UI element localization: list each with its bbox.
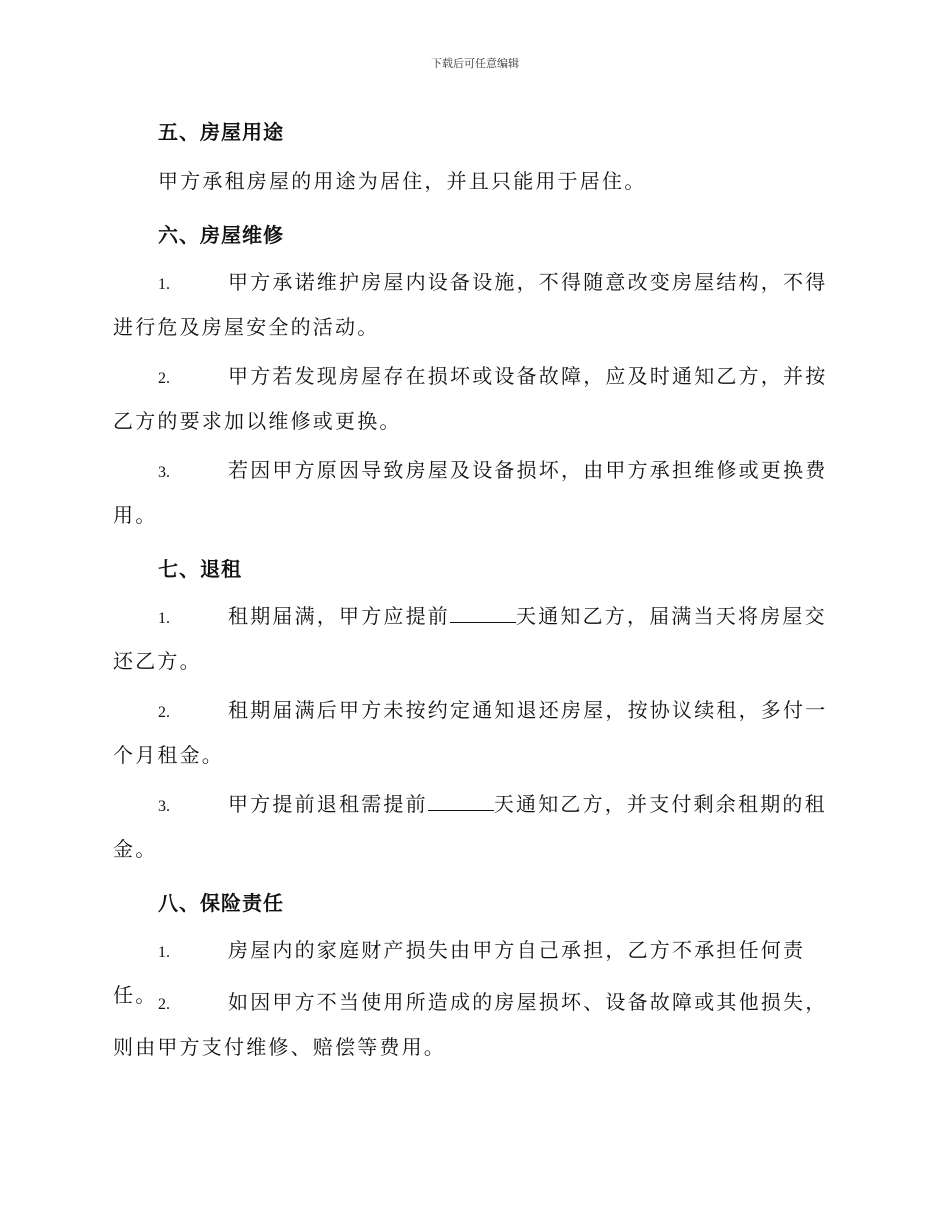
item-number: 1. xyxy=(158,276,170,293)
item-number: 3. xyxy=(158,464,170,481)
item-text: 如因甲方不当使用所造成的房屋损坏、设备故障或其他损失，则由甲方支付维修、赔偿等费用。 xyxy=(113,990,828,1059)
fill-in-blank[interactable] xyxy=(428,792,494,811)
item-number: 1. xyxy=(158,610,170,627)
list-item xyxy=(113,595,833,682)
item-text: 甲方提前退租需提前 xyxy=(228,792,428,816)
item-text: 甲方若发现房屋存在损坏或设备故障，应及时通知乙方，并按乙方的要求加以维修或更换。 xyxy=(113,364,828,433)
item-text: 房屋内的家庭财产损失由甲方自己承担，乙方不承担任何责任。 xyxy=(113,938,806,1007)
item-text: 天通知乙方，并支付剩余租期的租金。 xyxy=(113,792,827,861)
section-heading-insurance: 八、保险责任 xyxy=(158,891,284,915)
list-item xyxy=(113,355,833,442)
item-text: 租期届满后甲方未按约定通知退还房屋，按协议续租，多付一个月租金。 xyxy=(113,698,828,767)
list-item xyxy=(113,689,833,776)
paragraph-usage xyxy=(113,160,833,202)
section-heading-usage: 五、房屋用途 xyxy=(158,120,284,144)
list-item xyxy=(113,981,833,1068)
page-header-note: 下载后可任意编辑 xyxy=(431,57,519,70)
list-item xyxy=(113,449,833,536)
item-text: 甲方承诺维护房屋内设备设施，不得随意改变房屋结构，不得进行危及房屋安全的活动。 xyxy=(113,270,828,339)
fill-in-blank[interactable] xyxy=(450,604,516,623)
item-number: 1. xyxy=(158,944,170,961)
item-text: 天通知乙方，届满当天将房屋交还乙方。 xyxy=(113,604,827,673)
item-number: 2. xyxy=(158,704,170,721)
item-text: 若因甲方原因导致房屋及设备损坏，由甲方承担维修或更换费用。 xyxy=(113,458,828,527)
list-item xyxy=(113,261,833,348)
list-item xyxy=(113,783,833,870)
item-number: 3. xyxy=(158,798,170,815)
item-text: 租期届满，甲方应提前 xyxy=(228,604,450,628)
section-heading-termination: 七、退租 xyxy=(158,557,242,581)
item-number: 2. xyxy=(158,996,170,1013)
section-heading-maintenance: 六、房屋维修 xyxy=(158,223,284,247)
paragraph-text: 甲方承租房屋的用途为居住，并且只能用于居住。 xyxy=(158,169,647,193)
item-number: 2. xyxy=(158,370,170,387)
